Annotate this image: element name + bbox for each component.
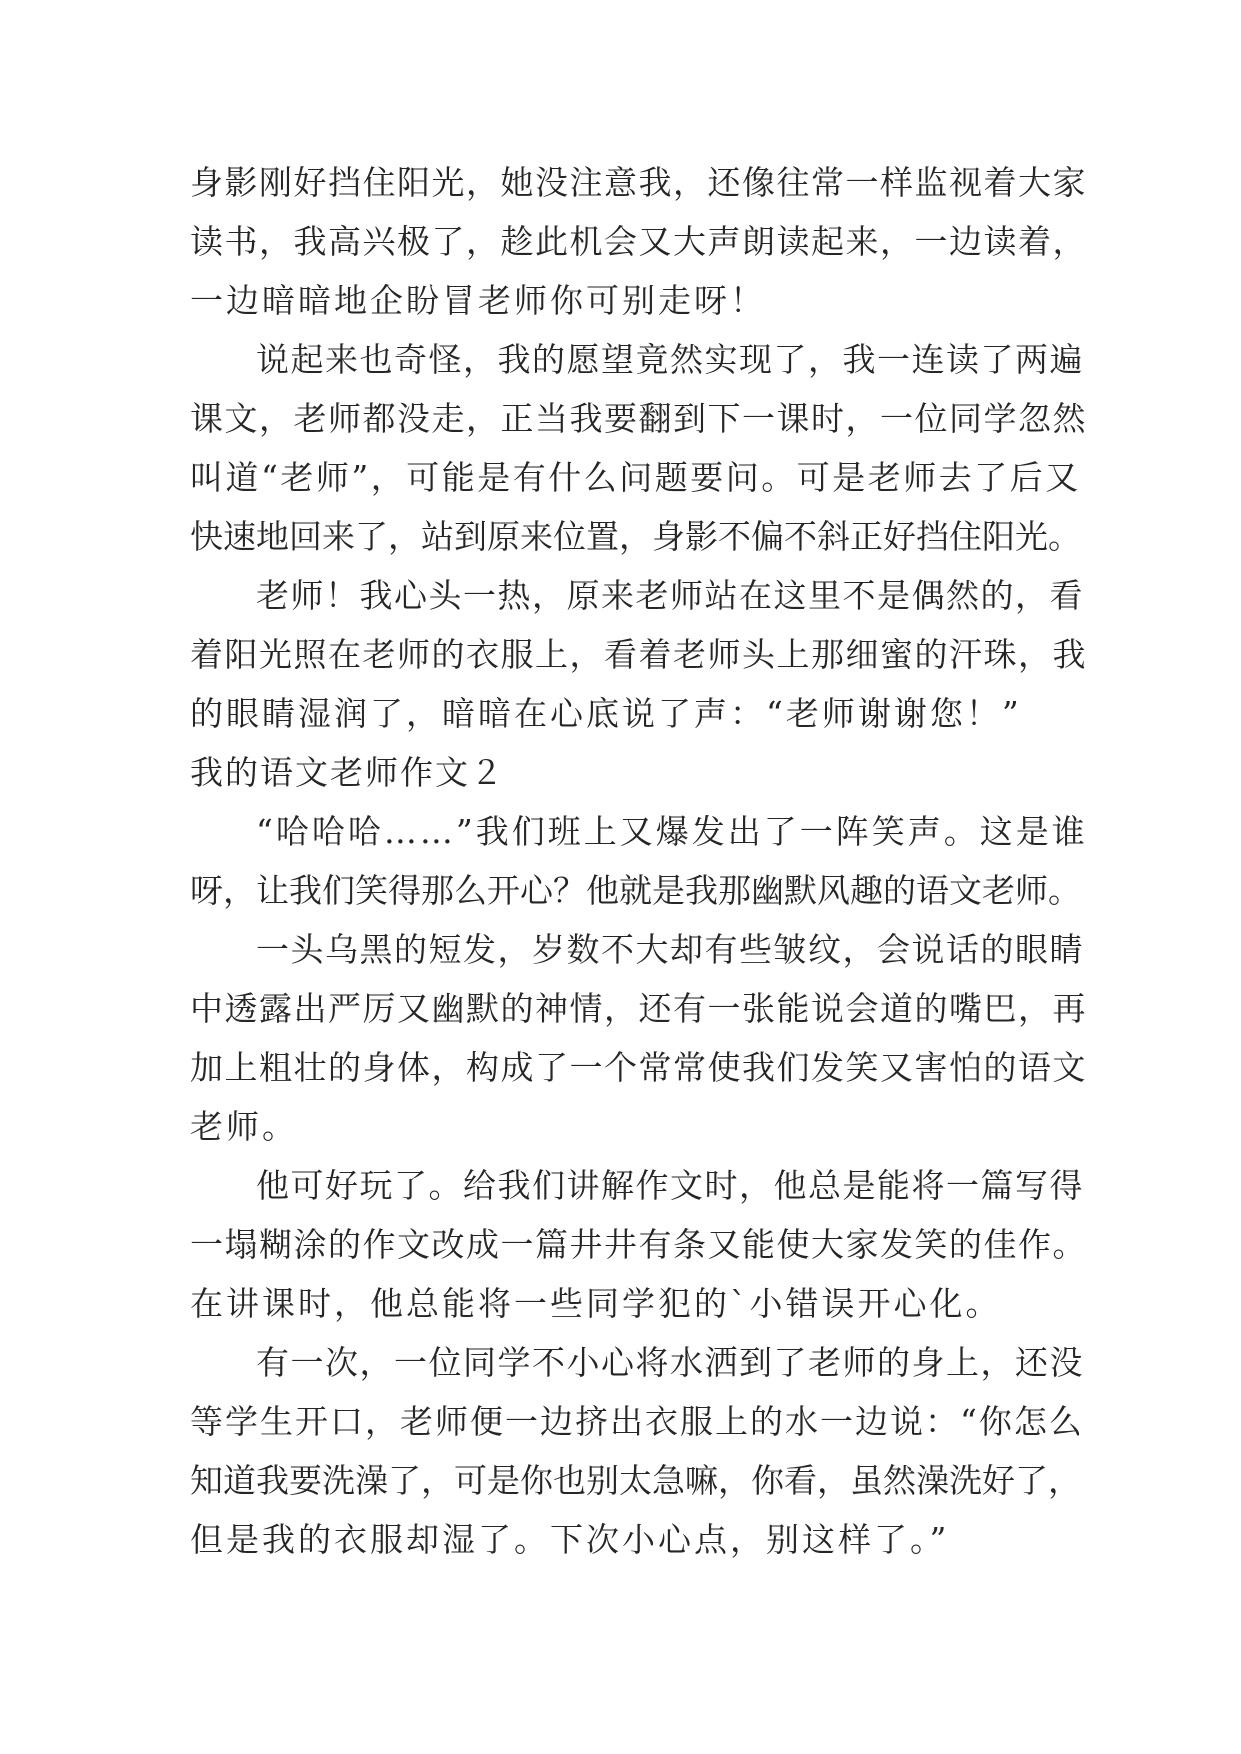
text-line: 呀，让我们笑得那么开心？他就是我那幽默风趣的语文老师。 bbox=[190, 871, 1081, 910]
text-line: 一边暗暗地企盼冒老师你可别走呀！ bbox=[190, 281, 766, 320]
text-line: 课文，老师都没走，正当我要翻到下一课时，一位同学忽然 bbox=[190, 399, 1087, 438]
text-line: 着阳光照在老师的衣服上，看着老师头上那细蜜的汗珠，我 bbox=[190, 635, 1087, 674]
paragraph-first-line: 他可好玩了。给我们讲解作文时，他总是能将一篇写得 bbox=[256, 1166, 1084, 1205]
text-line: 知道我要洗澡了，可是你也别太急嘛，你看，虽然澡洗好了， bbox=[190, 1461, 1081, 1500]
text-line: 中透露出严厉又幽默的神情，还有一张能说会道的嘴巴，再 bbox=[190, 989, 1087, 1028]
text-line: 但是我的衣服却湿了。下次小心点，别这样了。” bbox=[190, 1520, 950, 1559]
paragraph-first-line: 说起来也奇怪，我的愿望竟然实现了，我一连读了两遍 bbox=[256, 340, 1084, 379]
paragraph-first-line: “哈哈哈……”我们班上又爆发出了一阵笑声。这是谁 bbox=[256, 812, 1088, 851]
text-line: 加上粗壮的身体，构成了一个常常使我们发笑又害怕的语文 bbox=[190, 1048, 1087, 1087]
paragraph-first-line: 老师！我心头一热，原来老师站在这里不是偶然的，看 bbox=[256, 576, 1084, 615]
text-line: 等学生开口，老师便一边挤出衣服上的水一边说：“你怎么 bbox=[190, 1402, 1084, 1441]
text-line: 读书，我高兴极了，趁此机会又大声朗读起来，一边读着， bbox=[190, 222, 1087, 261]
section-title: 我的语文老师作文２ bbox=[190, 753, 505, 792]
paragraph-first-line: 有一次，一位同学不小心将水洒到了老师的身上，还没 bbox=[256, 1343, 1084, 1382]
paragraph-first-line: 一头乌黑的短发，岁数不大却有些皱纹，会说话的眼睛 bbox=[256, 930, 1084, 969]
text-line: 一塌糊涂的作文改成一篇井井有条又能使大家发笑的佳作。 bbox=[190, 1225, 1087, 1264]
text-line: 的眼睛湿润了，暗暗在心底说了声：“老师谢谢您！” bbox=[190, 694, 1022, 733]
text-line: 叫道“老师”，可能是有什么问题要问。可是老师去了后又 bbox=[190, 458, 1081, 497]
text-line: 身影刚好挡住阳光，她没注意我，还像往常一样监视着大家 bbox=[190, 163, 1087, 202]
text-line: 在讲课时，他总能将一些同学犯的`小错误开心化。 bbox=[190, 1284, 1002, 1323]
text-line: 快速地回来了，站到原来位置，身影不偏不斜正好挡住阳光。 bbox=[190, 517, 1081, 556]
text-line: 老师。 bbox=[190, 1107, 298, 1146]
